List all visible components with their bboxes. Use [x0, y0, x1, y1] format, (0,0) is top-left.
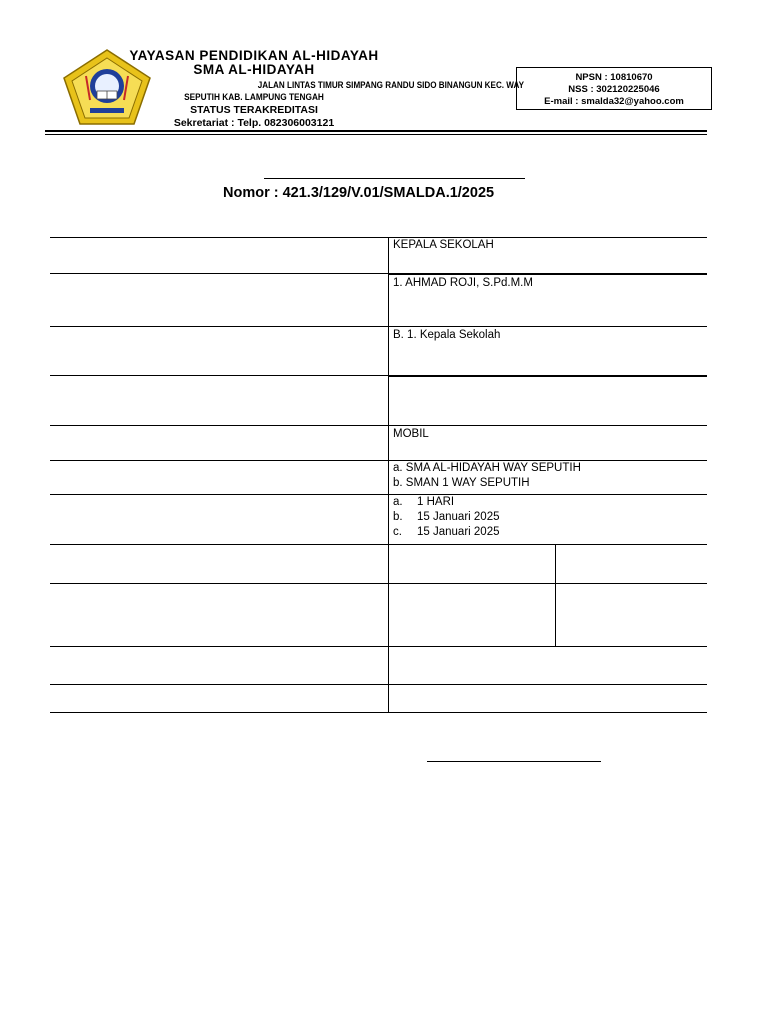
recipient-title: KEPALA SEKOLAH	[393, 239, 494, 251]
header-divider-thin	[45, 134, 707, 135]
table-row-line	[388, 274, 707, 275]
email-text: E-mail : smalda32@yahoo.com	[544, 96, 684, 107]
duration-list	[393, 495, 499, 540]
address-line-1: JALAN LINTAS TIMUR SIMPANG RANDU SIDO BINANGUN KEC. WAY	[257, 80, 524, 90]
table-column-divider	[388, 237, 389, 713]
table-row-line	[50, 646, 707, 647]
position-text: B. 1. Kepala Sekolah	[393, 329, 501, 341]
table-row-line	[50, 237, 707, 238]
signature-line	[427, 761, 601, 762]
secretariat-phone: Sekretariat : Telp. 082306003121	[173, 117, 335, 129]
address-line-2: SEPUTIH KAB. LAMPUNG TENGAH	[184, 92, 324, 102]
accreditation-status: STATUS TERAKREDITASI	[190, 104, 318, 116]
table-row-line	[50, 684, 707, 685]
table-row-line	[388, 376, 707, 377]
route-to: b. SMAN 1 WAY SEPUTIH	[393, 477, 530, 489]
school-name: SMA AL-HIDAYAH	[193, 62, 315, 77]
route-from: a. SMA AL-HIDAYAH WAY SEPUTIH	[393, 462, 581, 474]
document-number: Nomor : 421.3/129/V.01/SMALDA.1/2025	[223, 185, 495, 201]
npsn-text: NPSN : 10810670	[575, 72, 653, 83]
list-item: a. 1 HARI	[393, 496, 455, 508]
table-row-line	[50, 544, 707, 545]
table-row-line	[50, 326, 707, 327]
title-overline	[264, 178, 525, 179]
table-row-line	[50, 712, 707, 713]
foundation-name: YAYASAN PENDIDIKAN AL-HIDAYAH	[129, 48, 379, 63]
table-column-divider	[555, 544, 556, 647]
header-divider	[45, 130, 707, 132]
vehicle-text: MOBIL	[393, 428, 429, 440]
table-row-line	[50, 460, 707, 461]
nss-text: NSS : 302120225046	[568, 84, 660, 95]
table-row-line	[50, 494, 707, 495]
school-id-box	[516, 67, 712, 110]
table-row-line	[50, 425, 707, 426]
list-item: c. 15 Januari 2025	[393, 526, 500, 538]
person-name: 1. AHMAD ROJI, S.Pd.M.M	[393, 277, 533, 289]
table-row-line	[50, 583, 707, 584]
list-item: b. 15 Januari 2025	[393, 511, 500, 523]
